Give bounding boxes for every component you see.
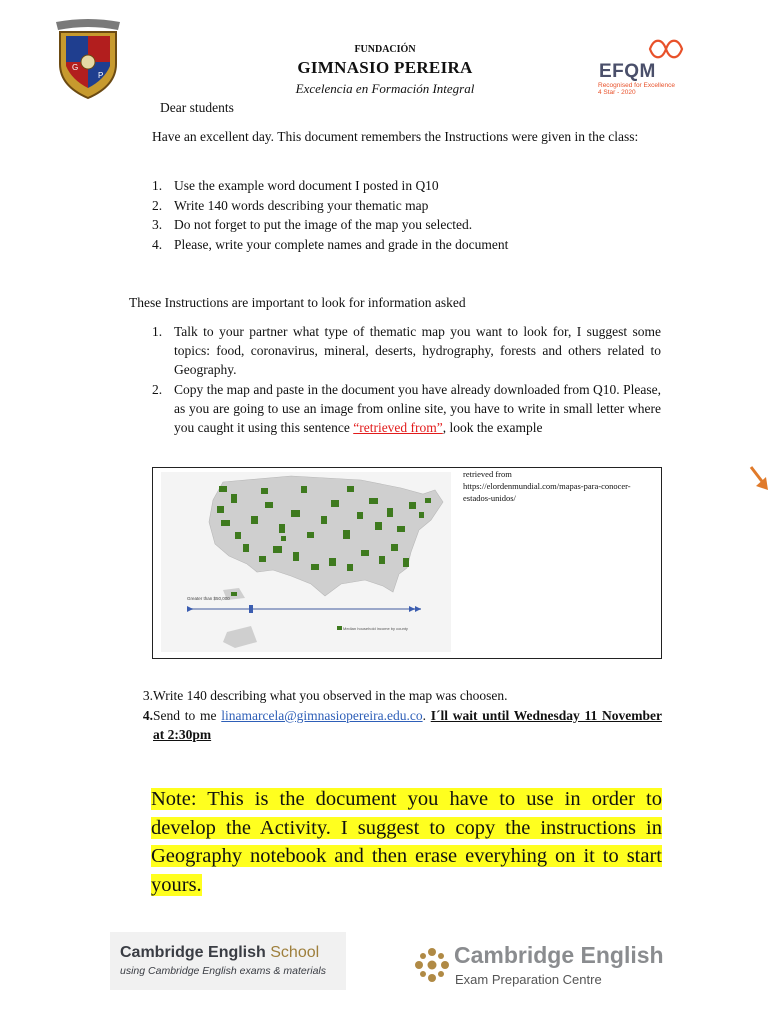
- steps-list: [152, 322, 661, 437]
- header-title: GIMNASIO PEREIRA: [297, 58, 473, 77]
- map-source-url: https://elordenmundial.com/mapas-para-conocer-estados-unidos/: [463, 481, 631, 503]
- intro-paragraph: Have an excellent day. This document remembers the Instructions were given in the class:: [152, 129, 639, 144]
- instructions-list: [152, 176, 662, 254]
- list-item: 4. Please, write your complete names and grade in the document: [152, 236, 509, 252]
- cambridge-flower-icon: [414, 946, 450, 984]
- thematic-map-image: [161, 472, 451, 652]
- list-item: 1. Use the example word document I posted in Q10: [152, 178, 439, 193]
- arrow-icon: [748, 464, 768, 494]
- efqm-word: EFQM: [599, 61, 656, 82]
- map-legend-right: Median household income by county: [343, 626, 408, 631]
- efqm-recognition: [598, 82, 698, 96]
- map-source-citation: [463, 468, 658, 504]
- deadline-text: I´ll wait until Wednesday 11 November at 2:30pm: [153, 707, 662, 742]
- final-steps-list: [129, 686, 662, 745]
- efqm-recognised-text: Recognised for Excellence: [598, 82, 675, 89]
- cambridge-english-school-logo: Cambridge English School using Cambridge English exams & materials: [110, 932, 346, 990]
- list-item: 2. Write 140 words describing your thematic map: [152, 197, 429, 213]
- greeting: Dear students: [160, 100, 234, 115]
- map-source-label: retrieved from: [463, 469, 512, 479]
- header-foundation: FUNDACIÓN: [354, 44, 416, 55]
- crest-letter-p: P: [98, 71, 104, 80]
- efqm-infinity-icon: [646, 36, 686, 62]
- list-item: 2. Copy the map and paste in the document you have already downloaded from Q10. Please, as you are going to use an image from online site, you have to write in small letter where you caught it using this sentence “retrieved from”, look the example: [152, 381, 661, 436]
- list-item: 1. Talk to your partner what type of thematic map you want to look for, I suggest some topics: food, coronavirus, mineral, deserts, hydrography, forests and others related to Geography.: [152, 324, 661, 378]
- school-crest-logo: [52, 18, 124, 100]
- crest-letter-g: G: [72, 63, 79, 72]
- map-legend-left: Greater than $50,000: [187, 596, 230, 601]
- highlighted-note: Note: This is the document you have to use in order to develop the Activity. I suggest to copy the instructions in Geography notebook and then erase everyhing on it to start yours.: [151, 788, 662, 896]
- header-subtitle: Excelencia en Formación Integral: [295, 81, 475, 96]
- efqm-logo: [598, 36, 698, 100]
- retrieved-from-highlight: “retrieved from”: [353, 420, 443, 436]
- list-item: 3. Write 140 describing what you observed in the map was choosen.: [142, 688, 508, 703]
- list-item: 3. Do not forget to put the image of the map you selected.: [152, 217, 473, 232]
- list-item: 4. Send to me linamarcela@gimnasiopereira.edu.co. I´ll wait until Wednesday 11 November at 2:30pm: [142, 707, 662, 742]
- efqm-star-text: 4 Star - 2020: [598, 89, 636, 96]
- teacher-email-link[interactable]: linamarcela@gimnasiopereira.edu.co: [221, 707, 423, 723]
- important-instructions-heading: These Instructions are important to look for information asked: [129, 295, 466, 310]
- cambridge-english-exam-centre-logo: Cambridge English Exam Preparation Centre: [414, 938, 674, 994]
